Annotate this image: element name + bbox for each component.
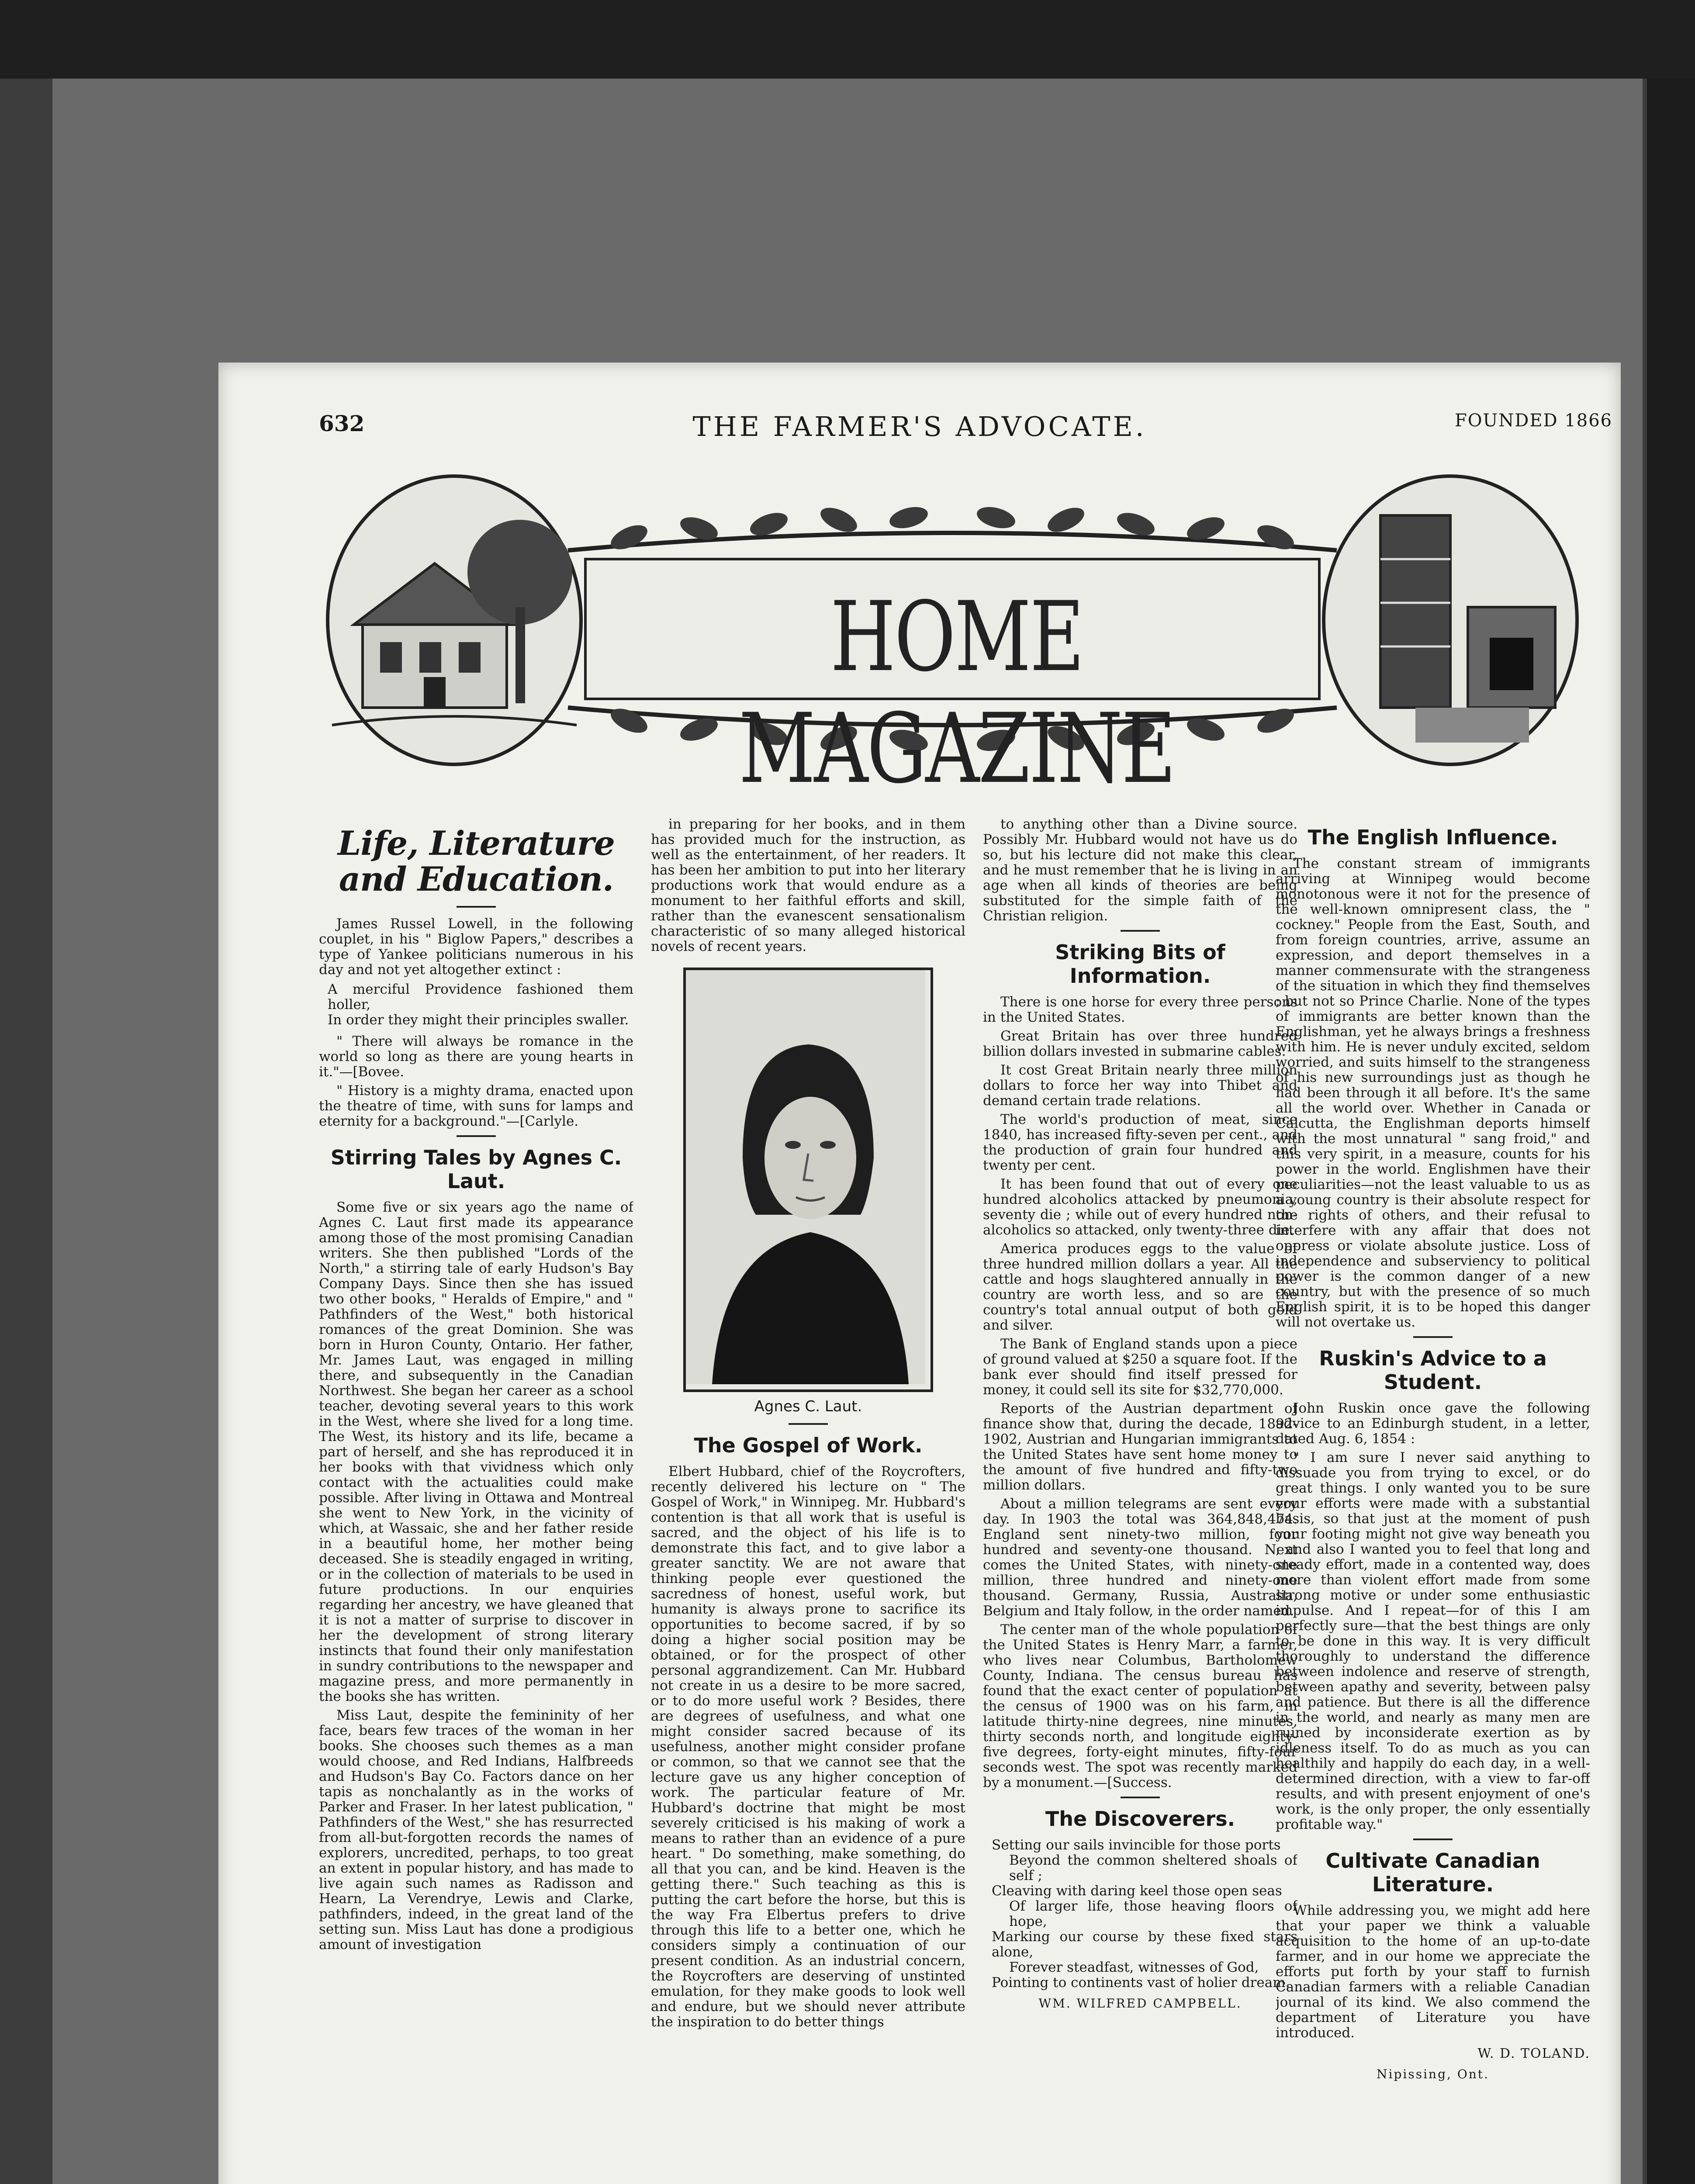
paragraph: John Ruskin once gave the following advice to an Edinburgh student, in a letter, dated Aug. 6, 1854 : (1276, 1400, 1590, 1447)
verse-line: A merciful Providence fashioned them holler, (328, 981, 633, 1013)
paragraph: The world's production of meat, since 1840, has increased fifty-seven per cent., and the production of grain four hundred and twenty per cent. (983, 1112, 1297, 1173)
section-heading-stirring-tales: Stirring Tales by Agnes C. Laut. (330, 1146, 622, 1193)
divider (1121, 930, 1160, 932)
poem-line: Cleaving with daring keel those open seas (992, 1883, 1282, 1899)
poem-heading-discoverers: The Discoverers. (1045, 1807, 1235, 1831)
portrait-caption: Agnes C. Laut. (754, 1398, 862, 1415)
paragraph: in preparing for her books, and in them has provided much for the instruction, as well as the entertainment, of her readers. It has been her ambition to put into her literary productions work that would endure as a monument to her faithful efforts and skill, rather than the evanescent sensationalism characteristic of so many alleged historical novels of recent years. (651, 817, 965, 954)
divider (789, 1423, 828, 1425)
paragraph: The constant stream of immigrants arriving at Winnipeg would become monotonous were it not for the presence of the well-known omnipresent class, the " cockney." People from the East, South, and from foreign countries, arrive, assume an expression, and deport themselves in a manner commensurate with the strangeness of the situation in which they find themselves ; but not so Prince Charlie. None of the types of immigrants are better known than the Englishman, yet he always brings a freshness with him. He is never unduly excited, seldom worried, and suits himself to the strangeness of his new surroundings just as though he had been through it all before. It's the same all the world over. Whether in Canada or Calcutta, the Englishman deports himself with the most unnatural " sang froid," and this very spirit, in a measure, counts for his power in the world. Englishmen have their peculiarities—not the least valuable to us as a young country is their absolute respect for the rights of others, and their refusal to interfere with any affair that does not oppress or violate absolute justice. Loss of independence and subserviency to political power is the common danger of a new country, but with the presence of so much English spirit, it is to be hoped this danger will not overtake us. (1276, 856, 1590, 1330)
paragraph: Reports of the Austrian department of finance show that, during the decade, 1892-1902, Austrian and Hungarian immigrants to the United States have sent home money to the amount of five hundred and fifty-two million dollars. (983, 1401, 1297, 1493)
paragraph: The center man of the whole population of the United States is Henry Marr, a farmer, who lives near Columbus, Bartholomew County, Indiana. The census bureau has found that the exact center of population at the census of 1900 was on his farm, in latitude thirty-nine degrees, nine minutes, thirty seconds north, and longitude eighty-five degrees, forty-eight minutes, fifty-four seconds west. The spot was recently marked by a monument.—[Success. (983, 1622, 1297, 1790)
poem-author: WM. WILFRED CAMPBELL. (1038, 1996, 1242, 2011)
portrait-photo (683, 968, 933, 1392)
column-3 (983, 817, 1297, 2184)
section-heading-ruskin-advice: Ruskin's Advice to a Student. (1319, 1347, 1547, 1394)
paragraph: James Russel Lowell, in the following couplet, in his " Biglow Papers," describes a type of Yankee politicians numerous in his day and not yet altogether extinct : (319, 916, 633, 978)
page-number: 632 (319, 411, 365, 436)
paragraph: Miss Laut, despite the femininity of her face, bears few traces of the woman in her books. She chooses such themes as a man would choose, and Red Indians, Halfbreeds and Hudson's Bay Co. Factors dance on her tapis as nonchalantly as in the works of Parker and Fraser. In her latest publication, " Pathfinders of the West," she has resurrected from all-but-forgotten records the names of explorers, uncredited, perhaps, to too great an extent in popular history, and has made to live again such names as Radisson and Hearn, La Verendrye, Lewis and Clarke, pathfinders, indeed, in the great land of the setting sun. Miss Laut has done a prodigious amount of investigation (319, 1707, 633, 1952)
paragraph: Great Britain has over three hundred billion dollars invested in submarine cables. (983, 1028, 1297, 1059)
founded-label: FOUNDED 1866 (1455, 411, 1613, 431)
column-2 (651, 817, 965, 2184)
quotation: " There will always be romance in the world so long as there are young hearts in it."—[Bovee. (319, 1033, 633, 1080)
verse (328, 982, 633, 1028)
film-border-top (0, 0, 1695, 79)
letter-place: Nipissing, Ont. (1377, 2067, 1489, 2081)
paragraph: Elbert Hubbard, chief of the Roycrofters, recently delivered his lecture on " The Gospel of Work," in Winnipeg. Mr. Hubbard's contention is that all work that is useful is sacred, and the object of his life is to demonstrate this fact, and to give labor a greater sanctity. We are not aware that thinking people ever questioned the sacredness of honest, useful work, but humanity is always prone to sacrifice its opportunities to become sacred, if by so doing a higher social position may be obtained, or for the prospect of other personal aggrandizement. Can Mr. Hubbard not create in us a desire to be more sacred, or to do more useful work ? Besides, there are degrees of usefulness, and what one might consider sacred because of its usefulness, another might consider profane or common, so that we cannot see that the lecture gave us any higher conception of work. The particular feature of Mr. Hubbard's doctrine that might be most severely criticised is his making of work a means to rather than an evidence of a pure heart. " Do something, make something, do all that you can, and be kind. Heaven is the getting there." Such teaching as this is putting the cart before the horse, but this is the way Fra Elbertus prefers to drive through this life to a better one, which he considers simply a continuation of our present condition. As an industrial concern, the Roycrofters are deserving of unstinted emulation, for they make goods to look well and endure, but we should never attribute the inspiration to do better things (651, 1464, 965, 2030)
poem-line: Beyond the common sheltered shoals of self ; (1009, 1852, 1297, 1883)
section-heading-striking-bits: Striking Bits of Information. (1055, 940, 1225, 988)
paragraph: The Bank of England stands upon a piece of ground valued at $250 a square foot. If the bank ever should find itself pressed for money, it could sell its site for $32,770,000. (983, 1336, 1297, 1398)
paragraph: America produces eggs to the value of three hundred million dollars a year. All the cattle and hogs slaughtered annually in the country are worth less, and so are the country's total annual output of both gold and silver. (983, 1241, 1297, 1333)
divider (457, 1135, 496, 1137)
divider (1413, 1838, 1453, 1840)
poem-line: Marking our course by these fixed stars alone, (992, 1929, 1297, 1960)
paragraph: " I am sure I never said anything to dissuade you from trying to excel, or do great things. I only wanted you to be sure your efforts were made with a substantial basis, so that just at the moment of push your footing might not give way beneath you ; and also I wanted you to feel that long and steady effort, made in a contented way, does more than violent effort made from some strong motive or under some enthusiastic impulse. And I repeat—for of this I am perfectly sure—that the best things are only to be done in this way. It is very difficult thoroughly to understand the difference between indolence and reserve of strength, between apathy and severity, between palsy and patience. But there is all the difference in the world, and nearly as many men are ruined by inconsiderate exertion as by idleness itself. To do as much as you can healthily and happily do each day, in a well-determined direction, with a view to far-off results, and with present enjoyment of one's work, is the only proper, the only essentially profitable way." (1276, 1450, 1590, 1832)
paragraph: Some five or six years ago the name of Agnes C. Laut first made its appearance among those of the most promising Canadian writers. She then published "Lords of the North," a stirring tale of early Hudson's Bay Company Days. Since then she has issued two other books, " Heralds of Empire," and " Pathfinders of the West," both historical romances of the great Dominion. She was born in Huron County, Ontario. Her father, Mr. James Laut, was engaged in milling there, and subsequently in the Canadian Northwest. She began her career as a school teacher, devoting several years to this work in the West, where she lived for a long time. The West, its history and its life, became a part of herself, and she has reproduced it in her books with that vividness which only contact with the actualities could make possible. After living in Ottawa and Montreal she went to New York, in the vicinity of which, at Wassaic, she and her father reside in a beautiful home, her mother being deceased. She is steadily engaged in writing, or in the collection of materials to be used in future productions. In our enquiries regarding her ancestry, we have gleaned that it is not a matter of surprise to discover in her the development of strong literary instincts that found their only manifestation in sundry contributions to the newspaper and magazine press, and more permanently in the books she has written. (319, 1199, 633, 1704)
farmhouse-vignette-icon (328, 476, 581, 764)
section-heading-english-influence: The English Influence. (1308, 826, 1558, 849)
section-heading-cultivate-canadian: Cultivate Canadian Literature. (1325, 1849, 1540, 1896)
home-magazine-title: HOME MAGAZINE (738, 581, 1175, 805)
column-4 (1276, 817, 1590, 2184)
verse-line: In order they might their principles swaller. (328, 1012, 629, 1028)
woman-portrait-icon (686, 970, 925, 1384)
journal-title: THE FARMER'S ADVOCATE. (692, 411, 1147, 442)
paragraph: There is one horse for every three persons in the United States. (983, 994, 1297, 1025)
paragraph: It cost Great Britain nearly three million dollars to force her way into Thibet and demand certain trade relations. (983, 1062, 1297, 1109)
paragraph: While addressing you, we might add here that your paper we think a valuable acquisition to the home of an up-to-date farmer, and in our home we appreciate the efforts put forth by your staff to furnish Canadian farmers with a reliable Canadian journal of its kind. We also commend the department of Literature you have introduced. (1276, 1903, 1590, 2041)
newspaper-page (218, 363, 1621, 2184)
poem-line: Pointing to continents vast of holier dream. (992, 1975, 1290, 1990)
paragraph: About a million telegrams are sent every day. In 1903 the total was 364,848,474. England sent ninety-two million, four hundred and seventy-one thousand. Next comes the United States, with ninety-one million, three hundred and ninety-one thousand. Germany, Russia, Australia, Belgium and Italy follow, in the order named. (983, 1496, 1297, 1619)
divider (457, 906, 496, 908)
interior-vignette-icon (1324, 476, 1577, 764)
divider (1413, 1336, 1453, 1338)
poem-line: Forever steadfast, witnesses of God, (1009, 1959, 1259, 1975)
home-magazine-banner (323, 463, 1581, 805)
film-border-right (1647, 79, 1695, 2184)
letter-author: W. D. TOLAND. (1477, 2046, 1590, 2061)
poem-line: Of larger life, those heaving floors of hope, (1009, 1898, 1297, 1929)
paragraph: to anything other than a Divine source. Possibly Mr. Hubbard would not have us do so, but his lecture did not make this clear, and he must remember that he is living in an age when all kinds of theories are being substituted for the simple faith of the Christian religion. (983, 817, 1297, 924)
poem (983, 1838, 1297, 1990)
poem-line: Setting our sails invincible for those ports (992, 1837, 1281, 1853)
section-heading-gospel-of-work: The Gospel of Work. (694, 1434, 923, 1457)
section-heading-life-literature: Life, Literature and Education. (337, 824, 615, 898)
paragraph: It has been found that out of every one hundred alcoholics attacked by pneumonia, seventy die ; while out of every hundred non-alcoholics so attacked, only twenty-three die. (983, 1176, 1297, 1238)
quotation: " History is a mighty drama, enacted upon the theatre of time, with suns for lamps and eternity for a background."—[Carlyle. (319, 1083, 633, 1129)
column-1 (319, 817, 633, 2184)
divider (1121, 1797, 1160, 1798)
